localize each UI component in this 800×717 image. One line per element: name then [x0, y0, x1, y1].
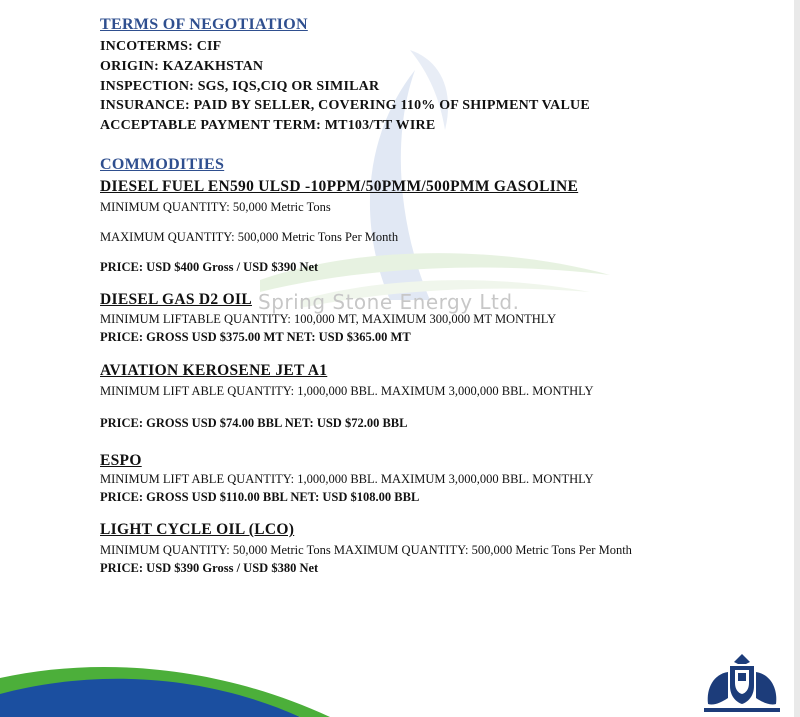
product-quantity: MINIMUM QUANTITY: 50,000 Metric Tons MAXIMUM QUANTITY: 500,000 Metric Tons Per Month [100, 543, 632, 557]
product-price: PRICE: GROSS USD $110.00 BBL NET: USD $108.00 BBL [100, 490, 420, 504]
product-title-diesel-gas-d2: DIESEL GAS D2 OIL [100, 291, 252, 308]
product-min-quantity: MINIMUM QUANTITY: 50,000 Metric Tons [100, 200, 331, 214]
terms-heading: TERMS OF NEGOTIATION [100, 16, 308, 33]
product-title-espo: ESPO [100, 452, 142, 469]
product-quantity: MINIMUM LIFT ABLE QUANTITY: 1,000,000 BBL. MAXIMUM 3,000,000 BBL. MONTHLY [100, 472, 594, 486]
footer-swoosh-icon [0, 660, 360, 717]
royal-coat-of-arms-icon [700, 652, 784, 714]
product-title-diesel-en590: DIESEL FUEL EN590 ULSD -10PPM/50PMM/500PMM GASOLINE [100, 178, 579, 195]
commodities-heading: COMMODITIES [100, 156, 225, 173]
terms-inspection: INSPECTION: SGS, IQS,CIQ OR SIMILAR [100, 79, 380, 94]
product-max-quantity: MAXIMUM QUANTITY: 500,000 Metric Tons Per Month [100, 230, 399, 244]
product-price: PRICE: USD $400 Gross / USD $390 Net [100, 260, 319, 274]
terms-insurance: INSURANCE: PAID BY SELLER, COVERING 110% OF SHIPMENT VALUE [100, 98, 590, 113]
watermark-company-name: Spring Stone Energy Ltd. [258, 290, 520, 314]
product-quantity: MINIMUM LIFT ABLE QUANTITY: 1,000,000 BBL. MAXIMUM 3,000,000 BBL. MONTHLY [100, 384, 594, 398]
terms-payment: ACCEPTABLE PAYMENT TERM: MT103/TT WIRE [100, 118, 436, 133]
terms-origin: ORIGIN: KAZAKHSTAN [100, 59, 264, 74]
product-title-jet-a1: AVIATION KEROSENE JET A1 [100, 362, 328, 379]
product-price: PRICE: USD $390 Gross / USD $380 Net [100, 561, 319, 575]
page-edge-shadow [794, 0, 800, 717]
product-title-lco: LIGHT CYCLE OIL (LCO) [100, 521, 295, 538]
product-price: PRICE: GROSS USD $74.00 BBL NET: USD $72.00 BBL [100, 416, 408, 430]
product-quantity: MINIMUM LIFTABLE QUANTITY: 100,000 MT, MAXIMUM 300,000 MT MONTHLY [100, 312, 557, 326]
product-price: PRICE: GROSS USD $375.00 MT NET: USD $365.00 MT [100, 330, 411, 344]
terms-incoterms: INCOTERMS: CIF [100, 39, 222, 54]
